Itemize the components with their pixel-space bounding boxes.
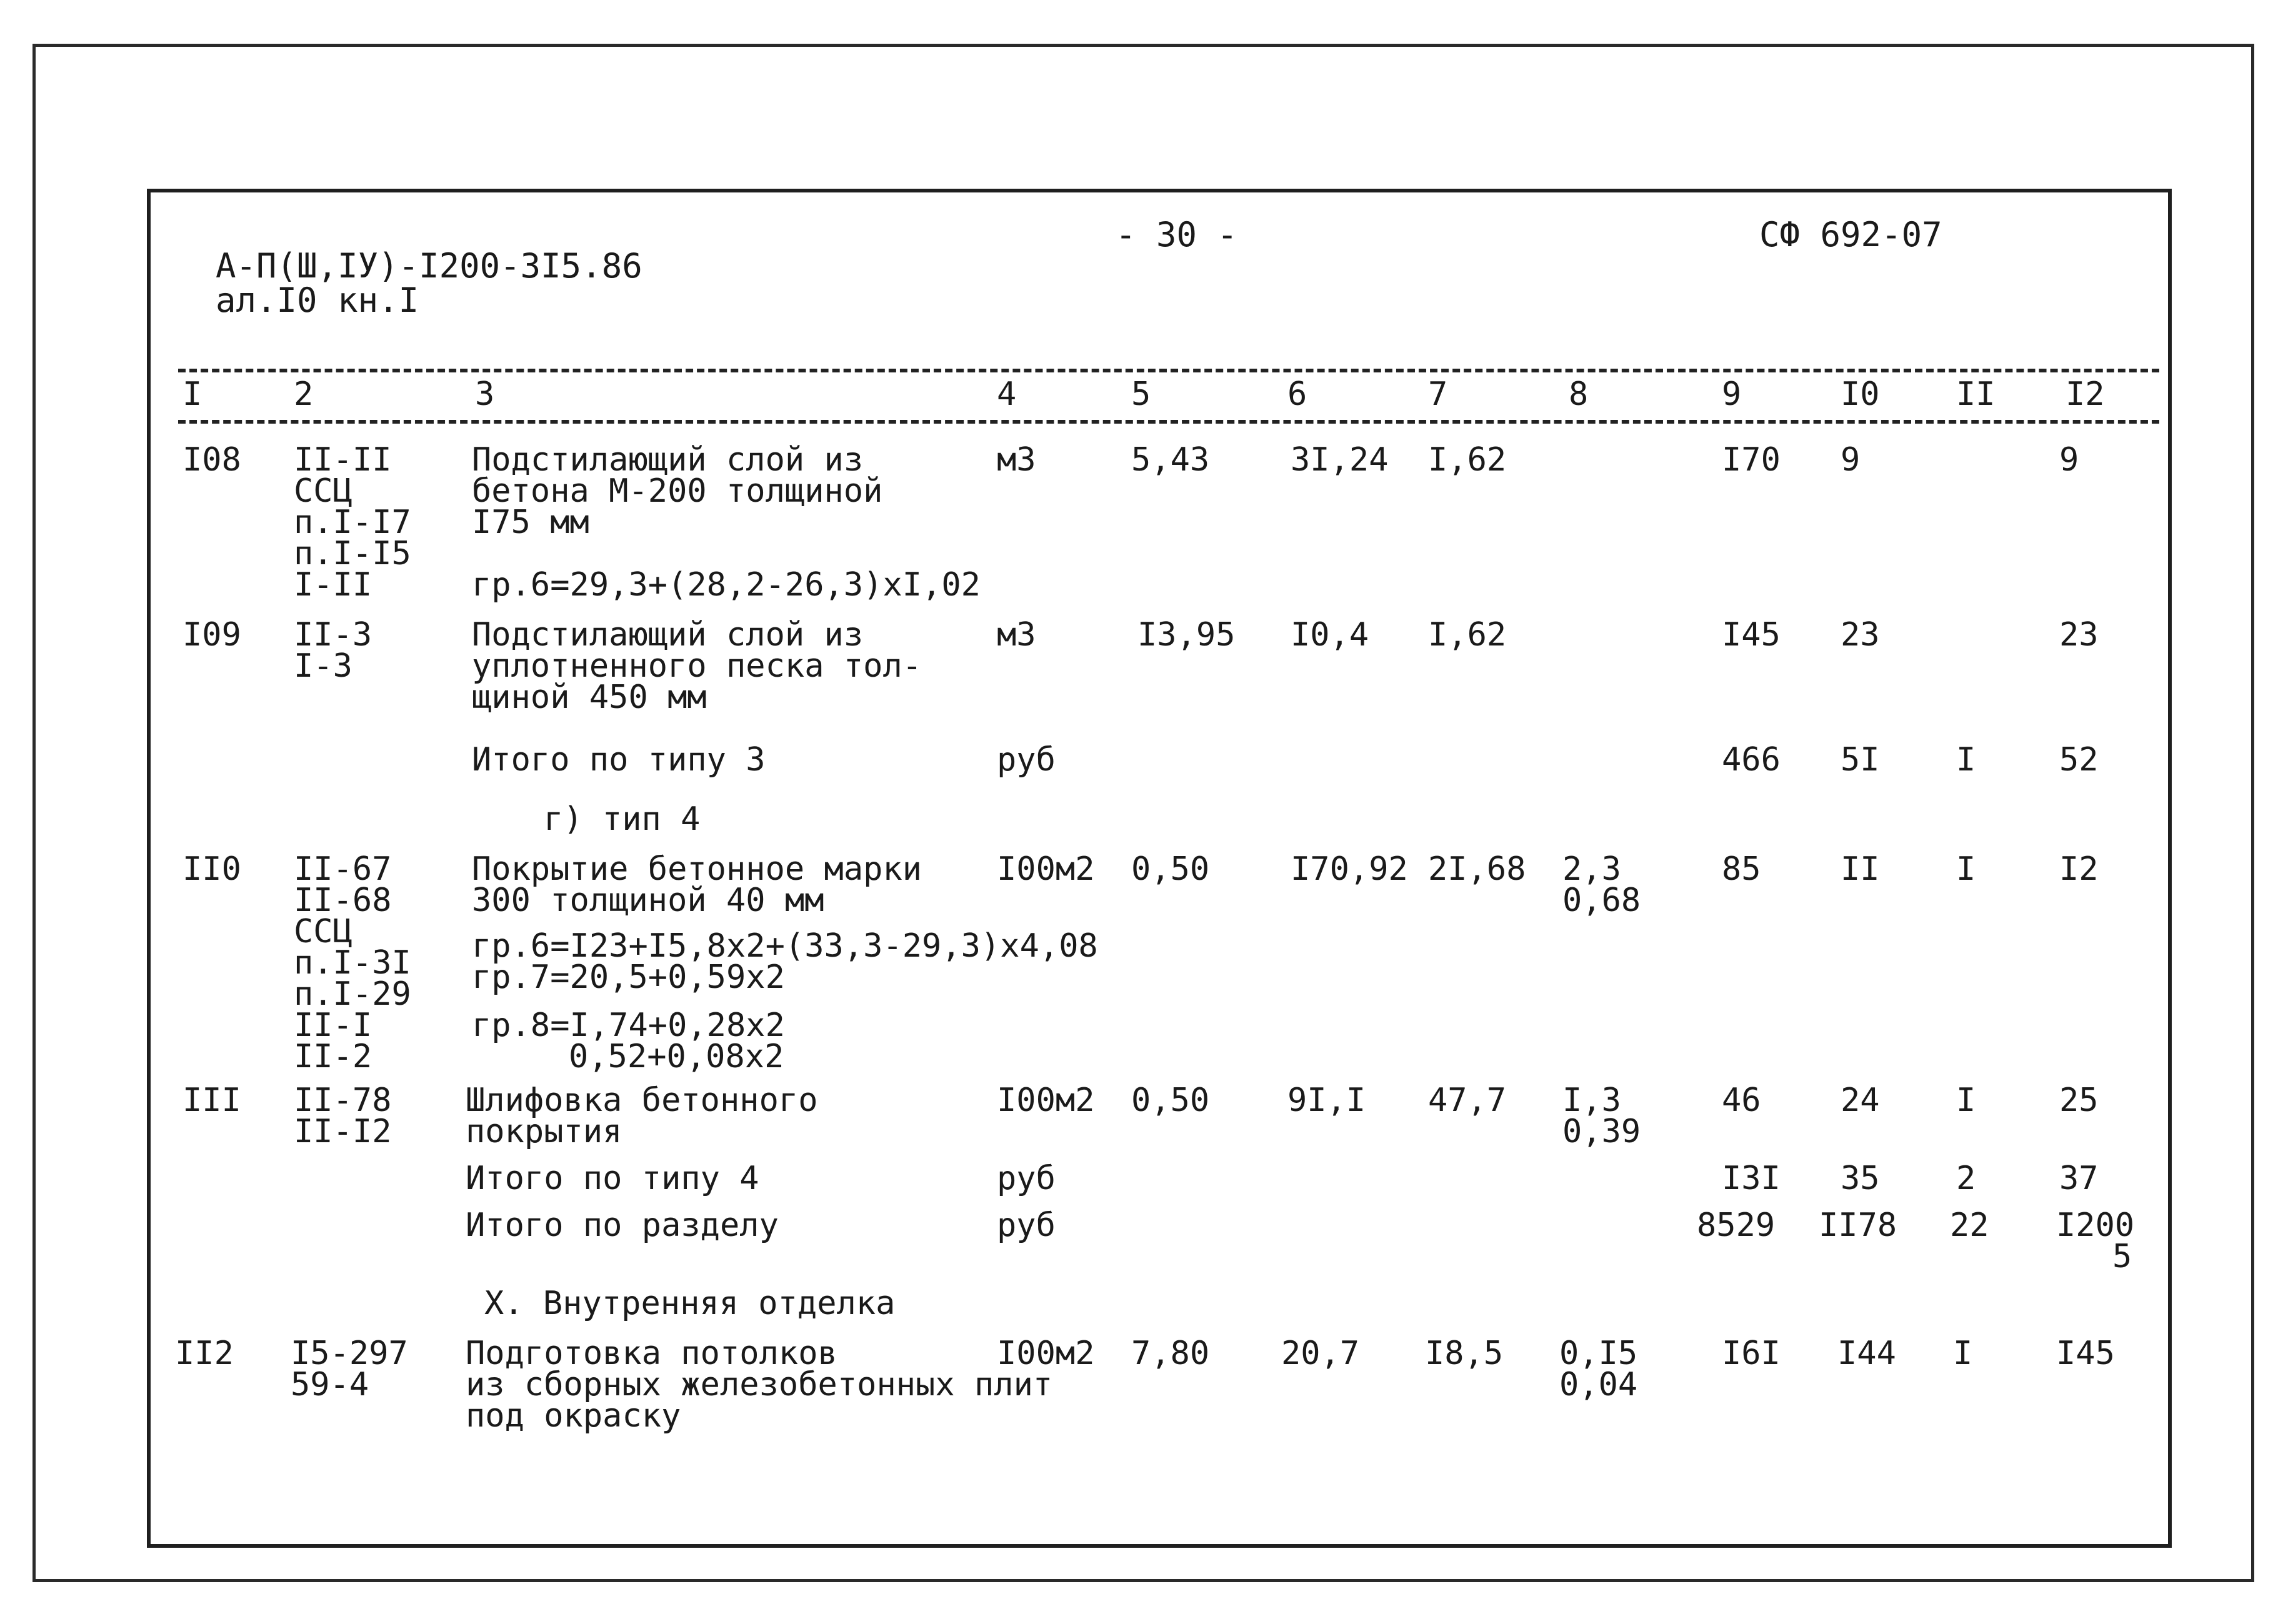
row-col8: 0,04: [1559, 1366, 1638, 1403]
row-description: покрытия: [466, 1113, 622, 1150]
row-description: Подготовка потолков: [466, 1335, 837, 1372]
row-description: бетона М-200 толщиной: [472, 472, 883, 510]
column-header: 4: [997, 376, 1017, 413]
row-number: І08: [182, 441, 241, 479]
row-col6: 3І,24: [1291, 441, 1389, 479]
row-col7: 2І,68: [1428, 850, 1526, 888]
row-unit: руб: [997, 1160, 1056, 1197]
row-description: І75 мм: [472, 504, 589, 541]
row-unit: м3: [997, 616, 1036, 654]
stamp-code: СФ 692-07: [1759, 215, 1942, 254]
row-formula: гр.6=29,3+(28,2-26,3)хІ,02: [472, 566, 981, 604]
row-col9: 466: [1722, 741, 1781, 779]
row-code: ІІ-78: [294, 1082, 392, 1119]
row-unit: І00м2: [997, 1335, 1095, 1372]
row-unit: м3: [997, 441, 1036, 479]
row-code: ІІ-3: [294, 616, 372, 654]
row-number: ІІІ: [182, 1082, 241, 1119]
column-header: 7: [1428, 376, 1448, 413]
row-col7: І8,5: [1425, 1335, 1504, 1372]
row-code: п.І-І5: [294, 535, 411, 572]
row-col10: 23: [1841, 616, 1880, 654]
row-col10: 24: [1841, 1082, 1880, 1119]
row-number: ІІ2: [175, 1335, 234, 1372]
row-description: уплотненного песка тол-: [472, 647, 922, 685]
row-col6: І0,4: [1291, 616, 1369, 654]
row-unit: руб: [997, 1207, 1056, 1244]
row-code: ССЦ: [294, 472, 352, 510]
row-col11: І: [1956, 850, 1976, 888]
row-description: щиной 450 мм: [472, 679, 707, 716]
row-col12: 37: [2059, 1160, 2099, 1197]
row-col9: 46: [1722, 1082, 1761, 1119]
column-header: 2: [294, 376, 314, 413]
row-col12: 25: [2059, 1082, 2099, 1119]
row-code: ІІ-67: [294, 850, 392, 888]
row-col12: І2: [2059, 850, 2099, 888]
column-header: ІІ: [1956, 376, 1996, 413]
column-header: 5: [1131, 376, 1151, 413]
table-rule-header: [178, 420, 2159, 424]
row-col12: 52: [2059, 741, 2099, 779]
row-description: под окраску: [466, 1397, 681, 1435]
column-header: 9: [1722, 376, 1742, 413]
section-subheading: г) тип 4: [544, 800, 701, 838]
row-code: ССЦ: [294, 913, 352, 950]
row-col10: І44: [1837, 1335, 1896, 1372]
row-col5: 7,80: [1131, 1335, 1210, 1372]
row-description: из сборных железобетонных плит: [466, 1366, 1053, 1403]
row-col8: 0,39: [1562, 1113, 1641, 1150]
row-description: Шлифовка бетонного: [466, 1082, 818, 1119]
row-unit: І00м2: [997, 1082, 1095, 1119]
row-code: п.І-3І: [294, 944, 411, 982]
row-number: ІІ0: [182, 850, 241, 888]
row-col11: І: [1956, 741, 1976, 779]
column-header: І: [182, 376, 202, 413]
row-col5: 5,43: [1131, 441, 1210, 479]
row-col10: ІІ: [1841, 850, 1880, 888]
row-col9: 85: [1722, 850, 1761, 888]
row-code: п.І-29: [294, 975, 411, 1013]
column-header: І0: [1841, 376, 1880, 413]
row-col6: 9І,І: [1287, 1082, 1366, 1119]
row-number: І09: [182, 616, 241, 654]
row-col12-carry: 5: [2112, 1238, 2132, 1275]
row-col8: 2,3: [1562, 850, 1621, 888]
page-number: - 30 -: [1116, 215, 1238, 254]
row-code: ІІ-І2: [294, 1113, 392, 1150]
row-col10: 9: [1841, 441, 1861, 479]
row-code: І-3: [294, 647, 352, 685]
row-unit: руб: [997, 741, 1056, 779]
row-col8: 0,68: [1562, 882, 1641, 919]
row-code: І5-297: [291, 1335, 408, 1372]
row-col9: І3І: [1722, 1160, 1781, 1197]
doc-album: ал.І0 кн.І: [216, 281, 419, 320]
row-formula: гр.6=І23+І5,8х2+(33,3-29,3)х4,08: [472, 927, 1098, 965]
row-col8: І,3: [1562, 1082, 1621, 1119]
column-header: 8: [1569, 376, 1589, 413]
row-description: Подстилающий слой из: [472, 616, 864, 654]
row-code: ІІ-2: [294, 1038, 372, 1075]
row-col11: 2: [1956, 1160, 1976, 1197]
row-col10: 5І: [1841, 741, 1880, 779]
row-formula: 0,52+0,08х2: [569, 1038, 784, 1075]
row-unit: І00м2: [997, 850, 1095, 888]
row-col12: 23: [2059, 616, 2099, 654]
row-description: Подстилающий слой из: [472, 441, 864, 479]
row-code: 59-4: [291, 1366, 369, 1403]
row-col5: 0,50: [1131, 1082, 1210, 1119]
row-description: 300 толщиной 40 мм: [472, 882, 824, 919]
row-col9: І6І: [1722, 1335, 1781, 1372]
row-col6: І70,92: [1291, 850, 1408, 888]
row-col7: І,62: [1428, 441, 1507, 479]
total-label: Итого по типу 4: [466, 1160, 759, 1197]
row-col5: І3,95: [1137, 616, 1236, 654]
section-heading: X. Внутренняя отделка: [484, 1285, 896, 1322]
row-code: ІІ-ІІ: [294, 441, 392, 479]
row-col12: І45: [2056, 1335, 2115, 1372]
total-label: Итого по разделу: [466, 1207, 779, 1244]
row-col8: 0,І5: [1559, 1335, 1638, 1372]
row-col12: 9: [2059, 441, 2079, 479]
row-code: п.І-І7: [294, 504, 411, 541]
row-code: ІІ-І: [294, 1007, 372, 1044]
row-col9: 8529: [1697, 1207, 1776, 1244]
total-label: Итого по типу 3: [472, 741, 766, 779]
row-formula: гр.7=20,5+0,59х2: [472, 959, 785, 996]
row-col9: І45: [1722, 616, 1781, 654]
column-header: І2: [2066, 376, 2105, 413]
row-col11: І: [1956, 1082, 1976, 1119]
row-code: ІІ-68: [294, 882, 392, 919]
column-header: 6: [1287, 376, 1307, 413]
column-header: 3: [475, 376, 495, 413]
doc-code: А-П(Ш,ІУ)-І200-3І5.86: [216, 246, 642, 286]
row-col12: І200: [2056, 1207, 2135, 1244]
row-col10: 35: [1841, 1160, 1880, 1197]
row-col7: І,62: [1428, 616, 1507, 654]
row-code: І-ІІ: [294, 566, 372, 604]
row-col6: 20,7: [1281, 1335, 1360, 1372]
row-col11: І: [1953, 1335, 1973, 1372]
row-description: Покрытие бетонное марки: [472, 850, 922, 888]
table-rule-top: [178, 369, 2159, 372]
row-col5: 0,50: [1131, 850, 1210, 888]
row-formula: гр.8=І,74+0,28х2: [472, 1007, 785, 1044]
row-col9: І70: [1722, 441, 1781, 479]
row-col7: 47,7: [1428, 1082, 1507, 1119]
row-col10: ІІ78: [1819, 1207, 1897, 1244]
row-col11: 22: [1950, 1207, 1989, 1244]
